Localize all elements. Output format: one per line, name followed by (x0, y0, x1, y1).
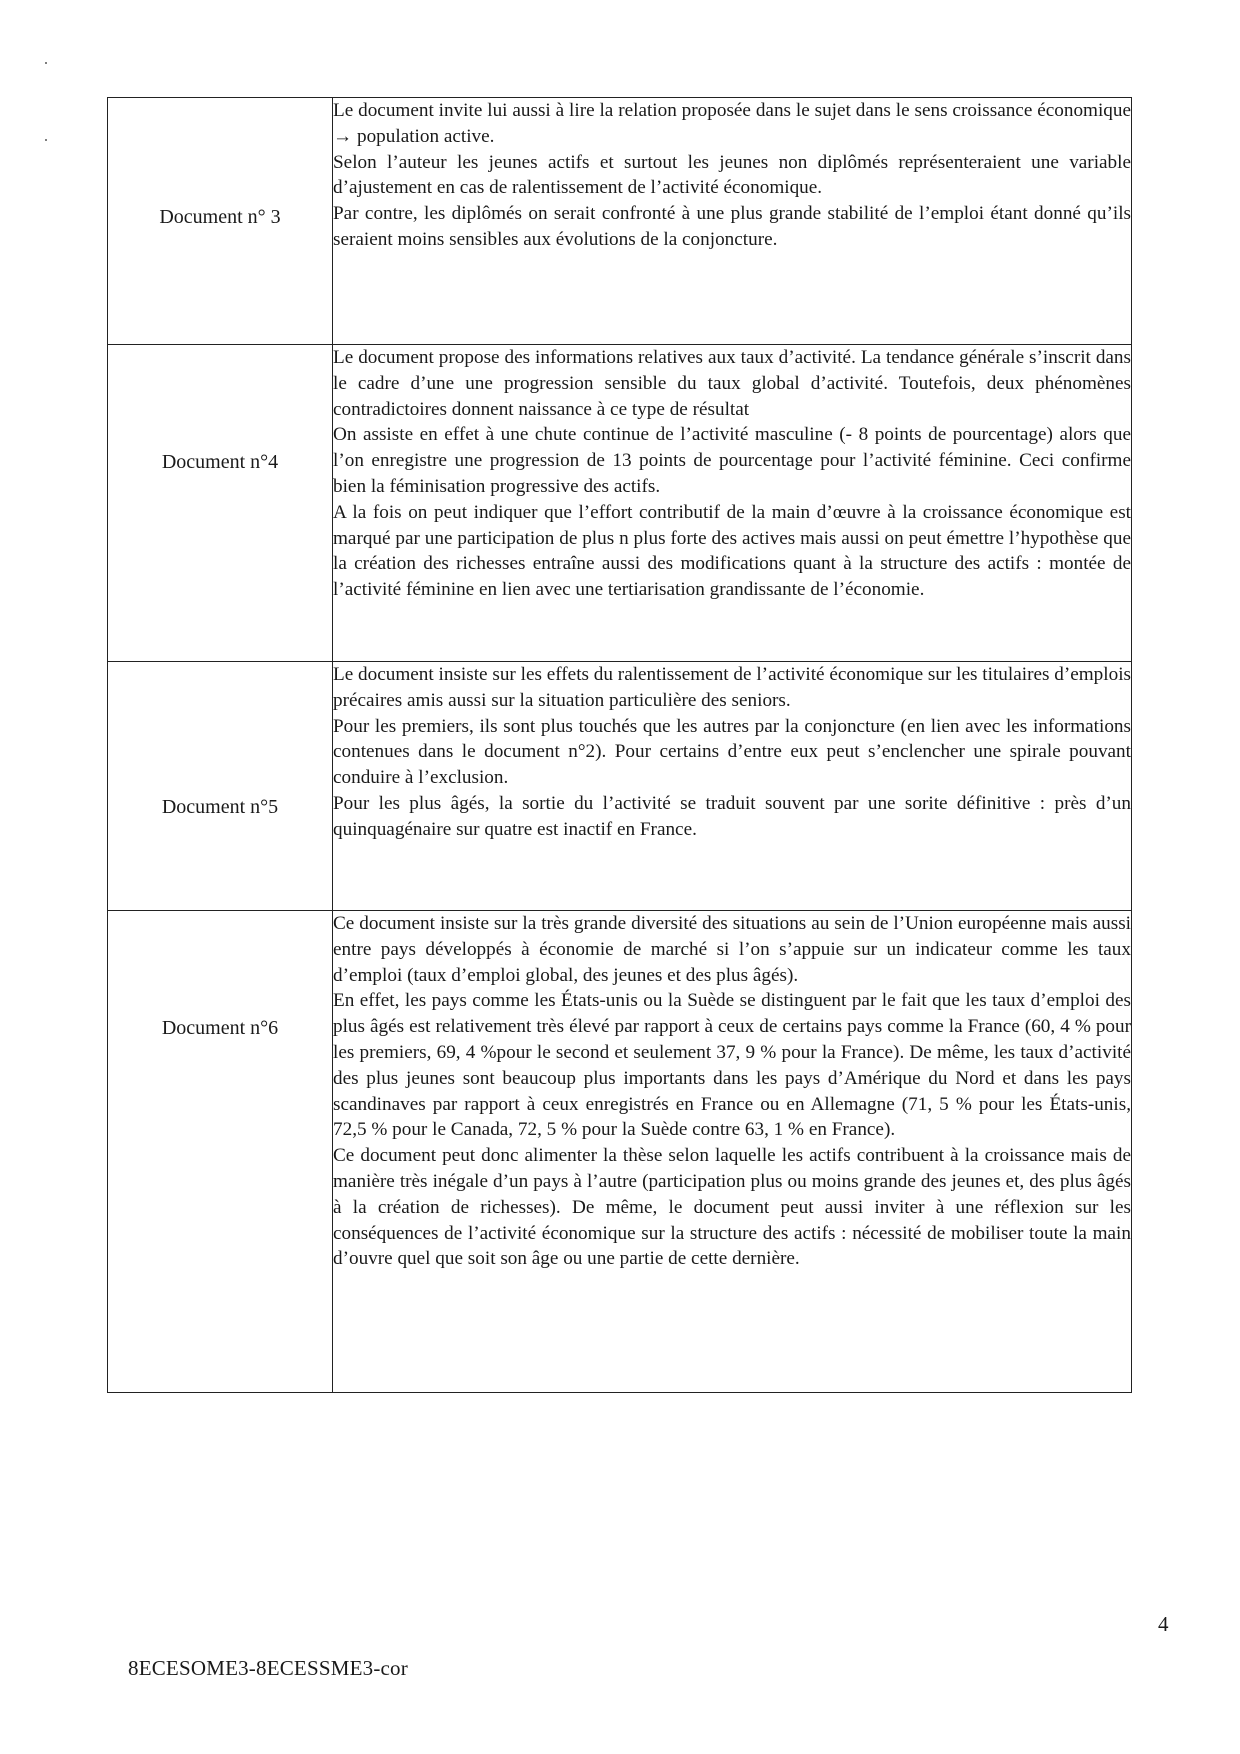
analysis-paragraph: Ce document peut donc alimenter la thèse selon laquelle les actifs contribuent à la croissance mais de manière très inégale d’un pays à l’autre (participation plus ou moins grande des jeunes et, des plus âgés à la création de richesses). De même, le document peut aussi inviter à une réflexion sur les conséquences de l’activité économique sur la structure des actifs : nécessité de mobiliser toute la main d’ouvre quel que soit son âge ou une partie de cette dernière. (333, 1145, 1131, 1270)
scan-speck (45, 62, 47, 64)
analysis-paragraph: Selon l’auteur les jeunes actifs et surtout les jeunes non diplômés représenteraient une variable d’ajustement en cas de ralentissement de l’activité économique. (333, 151, 1131, 199)
analysis-paragraph: En effet, les pays comme les États-unis ou la Suède se distinguent par le fait que les taux d’emploi des plus âgés est relativement très élevé par rapport à ceux de certains pays comme la France (60, 4 % pour les premiers, 69, 4 %pour le second et seulement 37, 9 % pour la France). De même, les taux d’activité des plus jeunes sont beaucoup plus importants dans les pays d’Amérique du Nord et dans les pays scandinaves par rapport à ceux enregistrés en France ou en Allemagne (71, 5 % pour les États-unis, 72,5 % pour le Canada, 72, 5 % pour la Suède contre 63, 1 % en France). (333, 990, 1131, 1141)
document-analysis-cell (333, 98, 1132, 345)
analysis-paragraph: Pour les premiers, ils sont plus touchés que les autres par la conjoncture (en lien avec les informations contenues dans le document n°2). Pour certains d’entre eux peut s’enclencher une spirale pouvant conduire à l’exclusion. (333, 715, 1131, 789)
document-label: Document n°5 (161, 796, 279, 818)
document-label: Document n° 3 (159, 206, 281, 228)
analysis-paragraph: A la fois on peut indiquer que l’effort contributif de la main d’œuvre à la croissance économique est marqué par une participation de plus n plus forte des actives mais aussi on peut émettre l’hypothèse que la création des richesses entraîne aussi des modifications quant à la structure des actifs : montée de l’activité féminine en lien avec une tertiarisation grandissante de l’économie. (333, 501, 1131, 601)
document-label-cell (108, 345, 333, 662)
document-analysis-cell (333, 911, 1132, 1393)
table-row-document-3 (108, 98, 1132, 345)
page-number: 4 (1158, 1612, 1169, 1636)
document-analysis-cell (333, 662, 1132, 911)
analysis-paragraph: Pour les plus âgés, la sortie du l’activité se traduit souvent par une sorite définitive : près d’un quinquagénaire sur quatre est inactif en France. (333, 792, 1131, 840)
scan-speck (45, 139, 47, 141)
document-label: Document n°4 (161, 451, 279, 473)
table-row-document-5 (108, 662, 1132, 911)
document-label-cell (108, 911, 333, 1393)
analysis-paragraph: Le document insiste sur les effets du ralentissement de l’activité économique sur les titulaires d’emplois précaires amis aussi sur la situation particulière des seniors. (333, 664, 1131, 711)
document-reference-code: 8ECESOME3-8ECESSME3-cor (128, 1656, 408, 1680)
analysis-paragraph: On assiste en effet à une chute continue de l’activité masculine (- 8 points de pourcentage) alors que l’on enregistre une progression de 13 points de pourcentage pour l’activité féminine. Ceci confirme bien la féminisation progressive des actifs. (333, 424, 1131, 497)
document-label-cell (108, 662, 333, 911)
table-row-document-4 (108, 345, 1132, 662)
analysis-paragraph: Par contre, les diplômés on serait confronté à une plus grande stabilité de l’emploi étant donné qu’ils seraient moins sensibles aux évolutions de la conjoncture. (333, 203, 1131, 250)
document-analysis-cell (333, 345, 1132, 662)
analysis-paragraph: Le document propose des informations relatives aux taux d’activité. La tendance générale s’inscrit dans le cadre d’une une progression sensible du taux global d’activité. Toutefois, deux phénomènes contradictoires donnent naissance à ce type de résultat (333, 347, 1131, 420)
document-label: Document n°6 (161, 1017, 279, 1039)
table-row-document-6 (108, 911, 1132, 1393)
correction-table (107, 97, 1132, 1393)
analysis-paragraph: Le document invite lui aussi à lire la relation proposée dans le sujet dans le sens croissance économique → population active. (333, 100, 1131, 147)
analysis-paragraph: Ce document insiste sur la très grande diversité des situations au sein de l’Union européenne mais aussi entre pays développés à économie de marché si l’on s’appuie sur un indicateur comme les taux d’emploi (taux d’emploi global, des jeunes et des plus âgés). (333, 913, 1131, 986)
document-label-cell (108, 98, 333, 345)
